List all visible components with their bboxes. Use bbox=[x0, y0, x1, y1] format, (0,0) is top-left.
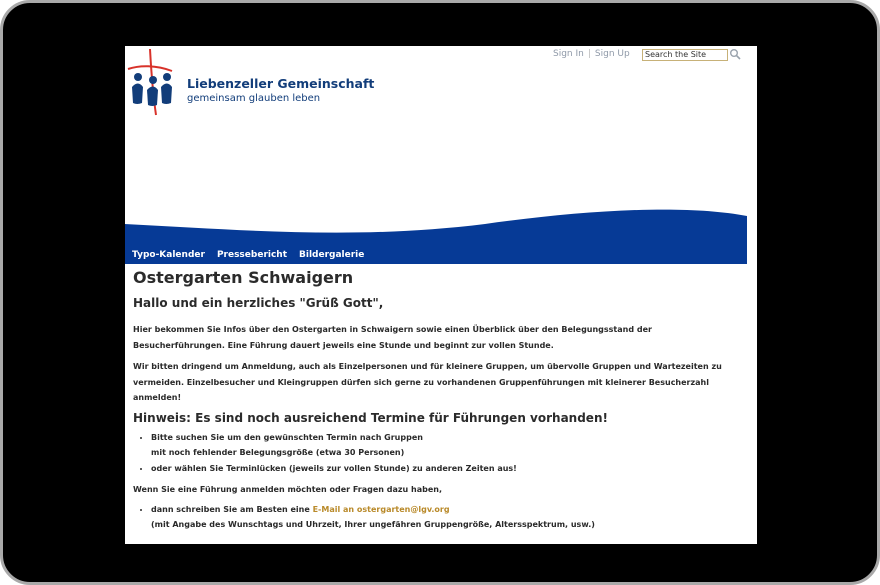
main-content bbox=[133, 268, 739, 533]
booking-tips-list bbox=[133, 430, 739, 477]
account-links bbox=[553, 49, 630, 59]
hint-heading: Hinweis: Es sind noch ausreichend Termine für Führungen vorhanden! bbox=[133, 410, 608, 425]
greeting-heading: Hallo und ein herzliches "Grüß Gott", bbox=[133, 296, 384, 310]
registration-paragraph: Wir bitten dringend um Anmeldung, auch als Einzelpersonen und für kleinere Gruppen, um übervolle Gruppen und Wartezeiten zu vermeiden. Einzelbesucher und Kleingruppen dürfen sich gerne zu vorhandenen Gruppenführungen mit kleinerer Besucherzahl anmelden! bbox=[133, 362, 722, 402]
search-icon[interactable] bbox=[729, 48, 741, 60]
page-title: Ostergarten Schwaigern bbox=[133, 268, 354, 287]
logo-subtitle: gemeinsam glauben leben bbox=[187, 93, 321, 104]
list-item bbox=[151, 502, 739, 533]
search-input[interactable] bbox=[642, 49, 728, 61]
logo-title: Liebenzeller Gemeinschaft bbox=[187, 76, 375, 91]
list-item-text: dann schreiben Sie am Besten eine bbox=[151, 504, 310, 514]
web-page bbox=[125, 46, 757, 544]
intro-paragraph: Hier bekommen Sie Infos über den Ostergarten in Schwaigern sowie einen Überblick über den Belegungsstand der Besucherführungen. Eine Führung dauert jeweils eine Stunde und beginnt zur vollen Stunde. bbox=[133, 325, 652, 350]
list-item-text: (mit Angabe des Wunschtags und Uhrzeit, Ihrer ungefähren Gruppengröße, Altersspektrum, usw.) bbox=[151, 520, 595, 529]
list-item: • oder wählen Sie Terminlücken (jeweils zur vollen Stunde) zu anderen Zeiten aus! bbox=[151, 461, 739, 477]
list-item-text: Bitte suchen Sie um den gewünschten Termin nach Gruppen bbox=[151, 432, 423, 442]
link-separator: | bbox=[587, 49, 591, 59]
sign-in-link[interactable]: Sign In bbox=[553, 49, 584, 59]
main-navigation bbox=[132, 250, 364, 260]
list-item-text: mit noch fehlender Belegungsgröße (etwa 30 Personen) bbox=[151, 448, 405, 457]
nav-item-pressebericht[interactable]: Pressebericht bbox=[216, 250, 288, 260]
cross-people-logo-icon bbox=[126, 47, 180, 117]
email-link[interactable]: E-Mail an ostergarten@lgv.org bbox=[312, 504, 450, 514]
sign-up-link[interactable]: Sign Up bbox=[594, 49, 630, 59]
contact-paragraph: Wenn Sie eine Führung anmelden möchten oder Fragen dazu haben, bbox=[133, 485, 443, 494]
nav-item-typo-kalender[interactable]: Typo-Kalender bbox=[132, 250, 205, 260]
contact-list bbox=[133, 502, 739, 533]
browser-viewport bbox=[41, 44, 837, 544]
nav-item-bildergalerie[interactable]: Bildergalerie bbox=[299, 250, 365, 260]
list-item bbox=[151, 430, 739, 461]
